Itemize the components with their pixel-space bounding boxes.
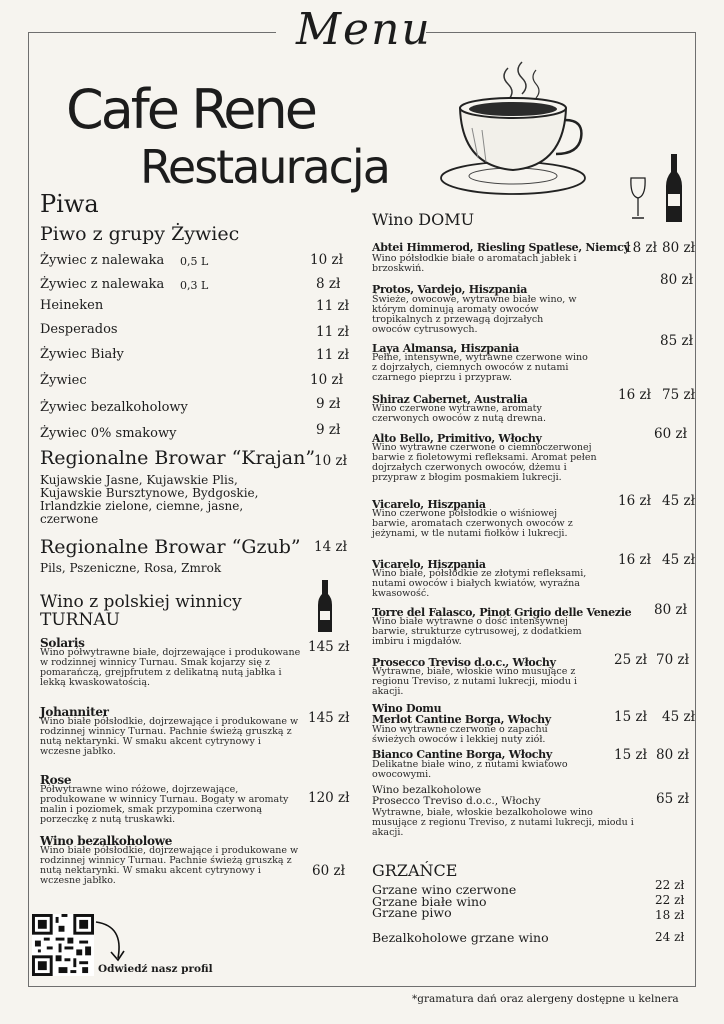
mulled-section-title: GRZAŃCE <box>372 861 458 880</box>
beer-item-name: Desperados <box>40 322 118 337</box>
mulled-item-price: 22 zł <box>655 878 685 892</box>
wine-name: Wino bezalkoholowe Prosecco Treviso d.o.c., Włochy <box>372 784 541 807</box>
mulled-item-name: Grzane białe wino <box>372 894 487 909</box>
beer-item-price: 10 zł <box>310 372 343 388</box>
menu-script-title: Menu <box>296 4 432 55</box>
beer-item-name: Żywiec Biały <box>40 347 124 362</box>
regional-brewery-title: Regionalne Browar “Gzub” <box>40 536 301 558</box>
wine-name: Bianco Cantine Borga, Włochy <box>372 748 552 761</box>
profile-link[interactable]: Odwiedź nasz profil <box>98 963 213 975</box>
beer-item-price: 8 zł <box>316 276 341 292</box>
beer-section-title: Piwa <box>40 190 99 218</box>
wine-name: Wino Domu Merlot Cantine Borga, Włochy <box>372 702 551 726</box>
beer-item-name: Żywiec z nalewaka <box>40 277 165 292</box>
mulled-item-price: 22 zł <box>655 893 685 907</box>
wine-glass-price: 18 zł <box>624 240 657 256</box>
wine-glass-price: 15 zł <box>614 709 647 725</box>
wine-name: Torre del Falasco, Pinot Grigio delle Venezie <box>372 606 632 619</box>
mulled-item-name: Bezalkoholowe grzane wino <box>372 930 549 945</box>
beer-group-title: Piwo z grupy Żywiec <box>40 223 240 245</box>
regional-brewery-title: Regionalne Browar “Krajan” <box>40 447 316 469</box>
regional-brewery-price: 10 zł <box>314 453 347 469</box>
wine-name: Protos, Vardejo, Hiszpania <box>372 283 528 296</box>
wine-name: Rose <box>40 773 72 787</box>
coffee-cup-illustration <box>438 58 588 200</box>
wine-bottle-price: 45 zł <box>662 709 695 725</box>
wine-glass-price: 16 zł <box>618 493 651 509</box>
regional-brewery-price: 14 zł <box>314 539 347 555</box>
wine-desc: Wino półwytrawne białe, dojrzewające i produkowane w rodzinnej winnicy Turnau. Smak kojarzy się z pomarańczą, grejpfrutem z delikatną nutą jabłka i lekką kwaskowatością. <box>40 647 301 688</box>
wine-bottle-icon-2 <box>316 578 334 634</box>
wine-name: Wino bezalkoholowe <box>40 834 173 848</box>
beer-item-price: 11 zł <box>316 347 349 363</box>
arrow-icon <box>94 918 128 966</box>
wine-price: 145 zł <box>308 710 350 726</box>
allergen-note: *gramatura dań oraz alergeny dostępne u kelnera <box>412 993 679 1005</box>
beer-item-price: 9 zł <box>316 422 341 438</box>
mulled-item-name: Grzane piwo <box>372 905 452 920</box>
wine-desc: Wino czerwone półsłodkie o wiśniowej barwie, aromatach czerwonych owoców z jeżynami, w tle nutami fiołków i lukrecji. <box>372 508 573 539</box>
wine-desc: Delikatne białe wino, z nutami kwiatowo owocowymi. <box>372 759 568 780</box>
wine-name: Shiraz Cabernet, Australia <box>372 393 528 406</box>
wine-desc: Wino białe, półsłodkie ze złotymi refleksami, nutami owoców i białych kwiatów, wyraźna kwasowość. <box>372 568 587 599</box>
beer-item-name: Żywiec z nalewaka <box>40 253 165 268</box>
beer-item-price: 11 zł <box>316 298 349 314</box>
restaurant-subtitle: Restauracja <box>140 140 389 194</box>
wine-name: Alto Bello, Primitivo, Włochy <box>372 432 542 445</box>
restaurant-name: Cafe Rene <box>66 78 315 141</box>
polish-wine-subtitle: TURNAU <box>40 610 120 630</box>
wine-glass-price: 15 zł <box>614 747 647 763</box>
mulled-item-name: Grzane wino czerwone <box>372 882 517 897</box>
wine-glass-price: 16 zł <box>618 387 651 403</box>
wine-desc: Wino wytrawne czerwone o ciemnoczerwonej barwie z fioletowymi refleksami. Aromat pełen dojrzałych czerwonych owoców, dżemu i przypraw z błogim posmakiem lukrecji. <box>372 442 597 483</box>
wine-desc: Wino białe półsłodkie, dojrzewające i produkowane w rodzinnej winnicy Turnau. Pachnie świeżą gruszką z nutą nektarynki. W smaku akcent cytrynowy i wczesne jabłko. <box>40 716 299 757</box>
beer-item-volume: 0,5 L <box>180 255 209 268</box>
wine-bottle-price: 60 zł <box>654 426 687 442</box>
beer-item-name: Heineken <box>40 298 104 313</box>
wine-name: Solaris <box>40 636 85 650</box>
wine-bottle-price: 80 zł <box>654 602 687 618</box>
mulled-item-price: 18 zł <box>655 908 685 922</box>
wine-price: 60 zł <box>312 863 345 879</box>
mulled-item-price: 24 zł <box>655 930 685 944</box>
wine-desc: Wino wytrawne czerwone o zapachu świeżych owoców i lekkiej nuty ziół. <box>372 724 548 745</box>
wine-name: Abtei Himmerod, Riesling Spatlese, Niemcy <box>372 241 630 254</box>
wine-bottle-price: 70 zł <box>656 652 689 668</box>
wine-bottle-price: 80 zł <box>660 272 693 288</box>
wine-desc: Wytrawne, białe, włoskie wino musujące z regionu Treviso, z nutami lukrecji, miodu i akacji. <box>372 666 578 697</box>
beer-item-price: 11 zł <box>316 324 349 340</box>
wine-bottle-price: 75 zł <box>662 387 695 403</box>
wine-desc: Wino białe półsłodkie, dojrzewające i produkowane w rodzinnej winnicy Turnau. Pachnie świeżą gruszką z nutą nektarynki. W smaku akcent cytrynowy i wczesne jabłko. <box>40 845 299 886</box>
wine-bottle-price: 45 zł <box>662 493 695 509</box>
wine-desc: Pełne, intensywne, wytrawne czerwone wino z dojrzałych, ciemnych owoców z nutami czarnego pieprzu i przypraw. <box>372 352 588 383</box>
wine-bottle-price: 45 zł <box>662 552 695 568</box>
regional-brewery-desc: Kujawskie Jasne, Kujawskie Plis, Kujawskie Bursztynowe, Bydgoskie, Irlandzkie zielone, ciemne, jasne, czerwone <box>40 473 259 526</box>
wine-price: 120 zł <box>308 790 350 806</box>
beer-item-name: Żywiec 0% smakowy <box>40 426 177 441</box>
wine-desc: Wino półsłodkie białe o aromatach jabłek i brzoskwiń. <box>372 253 577 274</box>
beer-item-price: 10 zł <box>310 252 343 268</box>
wine-name: Johanniter <box>40 705 109 719</box>
wine-bottle-icon <box>663 152 685 224</box>
beer-item-price: 9 zł <box>316 396 341 412</box>
wine-desc: Świeże, owocowe, wytrawne białe wino, w którym dominują aromaty owoców tropikalnych z przewagą dojrzałych owoców cytrusowych. <box>372 294 577 335</box>
wine-bottle-price: 85 zł <box>660 333 693 349</box>
wine-desc: Wino czerwone wytrawne, aromaty czerwonych owoców z nutą drewna. <box>372 403 546 424</box>
wine-price: 145 zł <box>308 639 350 655</box>
regional-brewery-desc: Pils, Pszeniczne, Rosa, Zmrok <box>40 561 222 575</box>
wine-glass-price: 25 zł <box>614 652 647 668</box>
wine-name: Vicarelo, Hiszpania <box>372 558 486 571</box>
wine-bottle-price: 80 zł <box>656 747 689 763</box>
beer-item-name: Żywiec bezalkoholowy <box>40 400 188 415</box>
wine-name: Vicarelo, Hiszpania <box>372 498 486 511</box>
house-wine-title: Wino DOMU <box>372 210 475 229</box>
beer-item-name: Żywiec <box>40 373 87 388</box>
qr-code-image[interactable] <box>32 914 94 976</box>
wine-desc: Wino białe wytrawne o dość intensywnej barwie, strukturze cytrusowej, z dodatkiem imbiru i migdałów. <box>372 616 582 647</box>
wine-name: Laya Almansa, Hiszpania <box>372 342 519 355</box>
beer-item-volume: 0,3 L <box>180 279 209 292</box>
wine-bottle-price: 80 zł <box>662 240 695 256</box>
wine-glass-price: 16 zł <box>618 552 651 568</box>
wine-name: Prosecco Treviso d.o.c., Włochy <box>372 656 556 669</box>
polish-wine-title: Wino z polskiej winnicy <box>40 592 242 612</box>
wine-desc: Wytrawne, białe, włoskie bezalkoholowe wino musujące z regionu Treviso, z nutami lukrecji, miodu i akacji. <box>372 807 634 838</box>
wine-bottle-price: 65 zł <box>656 791 689 807</box>
wine-glass-icon <box>628 176 648 222</box>
wine-desc: Półwytrawne wino różowe, dojrzewające, produkowane w winnicy Turnau. Bogaty w aromaty malin i poziomek, smak przypomina czerwoną porzeczkę z nutą truskawki. <box>40 784 289 825</box>
